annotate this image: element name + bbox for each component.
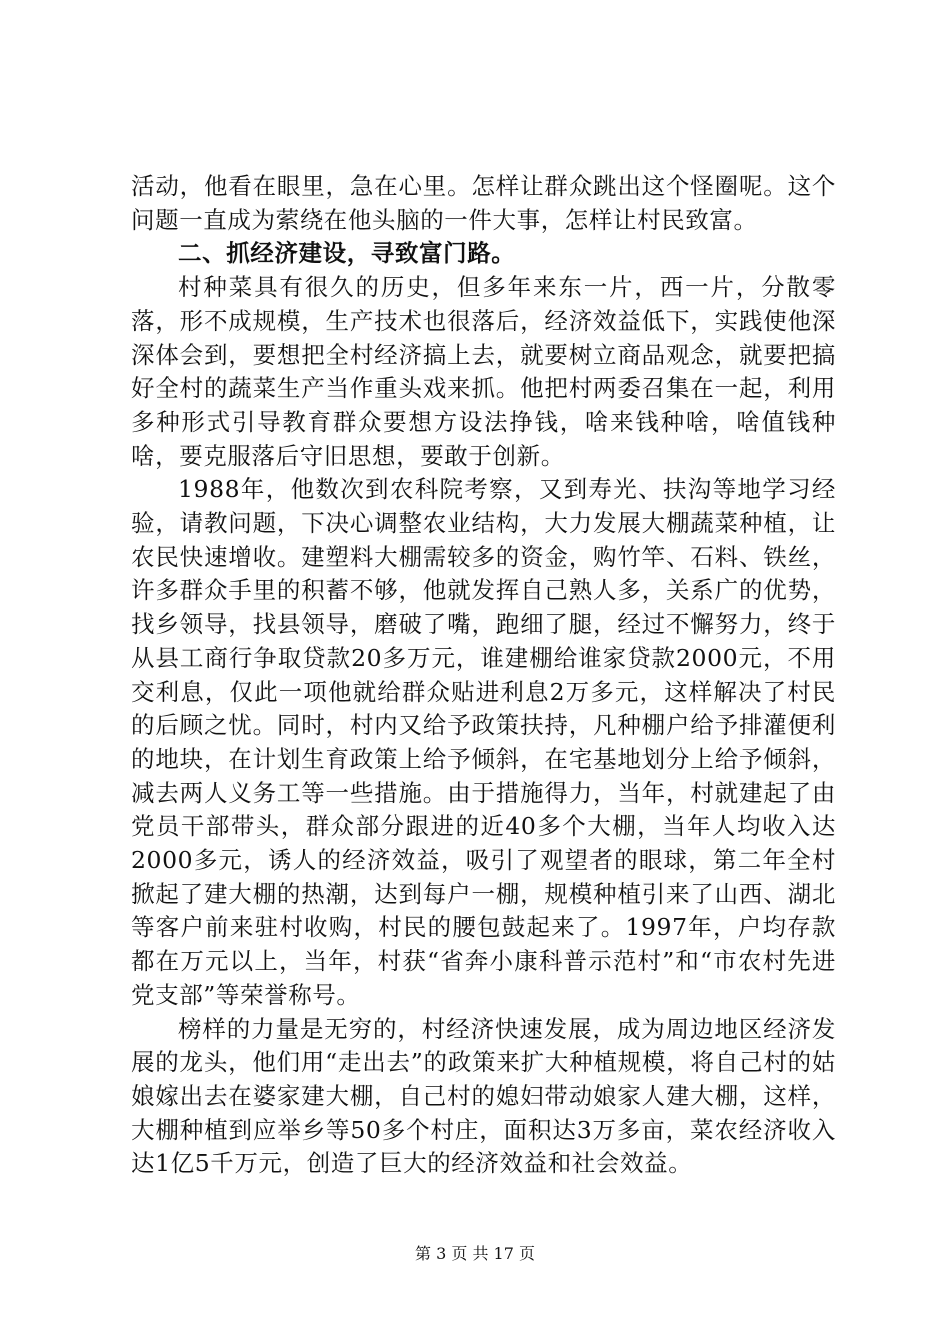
paragraph-greenhouse-1988: 1988年，他数次到农科院考察，又到寿光、扶沟等地学习经验，请教问题，下决心调整农业结构，大力发展大棚蔬菜种植，让农民快速增收。建塑料大棚需较多的资金，购竹竿、石料、铁丝，许多群众手里的积蓄不够，他就发挥自己熟人多，关系广的优势，找乡领导，找县领导，磨破了嘴，跑细了腿，经过不懈努力，终于从县工商行争取贷款20多万元，谁建棚给谁家贷款2000元，不用交利息，仅此一项他就给群众贴进利息2万多元，这样解决了村民的后顾之忧。同时，村内又给予政策扶持，凡种棚户给予排灌便利的地块，在计划生育政策上给予倾斜，在宅基地划分上给予倾斜，减去两人义务工等一些措施。由于措施得力，当年，村就建起了由党员干部带头，群众部分跟进的近40多个大棚，当年人均收入达2000多元，诱人的经济效益，吸引了观望者的眼球，第二年全村掀起了建大棚的热潮，达到每户一棚，规模种植引来了山西、湖北等客户前来驻村收购，村民的腰包鼓起来了。1997年，户均存款都在万元以上，当年，村获“省奔小康科普示范村”和“市农村先进党支部”等荣誉称号。 — [131, 475, 836, 1009]
document-body — [131, 170, 836, 1181]
paragraph-intro-continued: 活动，他看在眼里，急在心里。怎样让群众跳出这个怪圈呢。这个问题一直成为萦绕在他头脑的一件大事，怎样让村民致富。 — [131, 172, 836, 234]
page-footer: 第 3 页 共 17 页 — [415, 1244, 535, 1263]
section-heading: 二、抓经济建设，寻致富门路。 — [178, 239, 516, 268]
paragraph-vegetable-history: 村种菜具有很久的历史，但多年来东一片，西一片，分散零落，形不成规模，生产技术也很落后，经济效益低下，实践使他深深体会到，要想把全村经济搞上去，就要树立商品观念，就要把搞好全村的蔬菜生产当作重头戏来抓。他把村两委召集在一起，利用多种形式引导教育群众要想方设法挣钱，啥来钱种啥，啥值钱种啥，要克服落后守旧思想，要敢于创新。 — [131, 273, 836, 470]
paragraph-role-model: 榜样的力量是无穷的，村经济快速发展，成为周边地区经济发展的龙头，他们用“走出去”的政策来扩大种植规模，将自己村的姑娘嫁出去在婆家建大棚，自己村的媳妇带动娘家人建大棚，这样，大棚种植到应举乡等50多个村庄，面积达3万多亩，菜农经济收入达1亿5千万元，创造了巨大的经济效益和社会效益。 — [131, 1014, 836, 1178]
